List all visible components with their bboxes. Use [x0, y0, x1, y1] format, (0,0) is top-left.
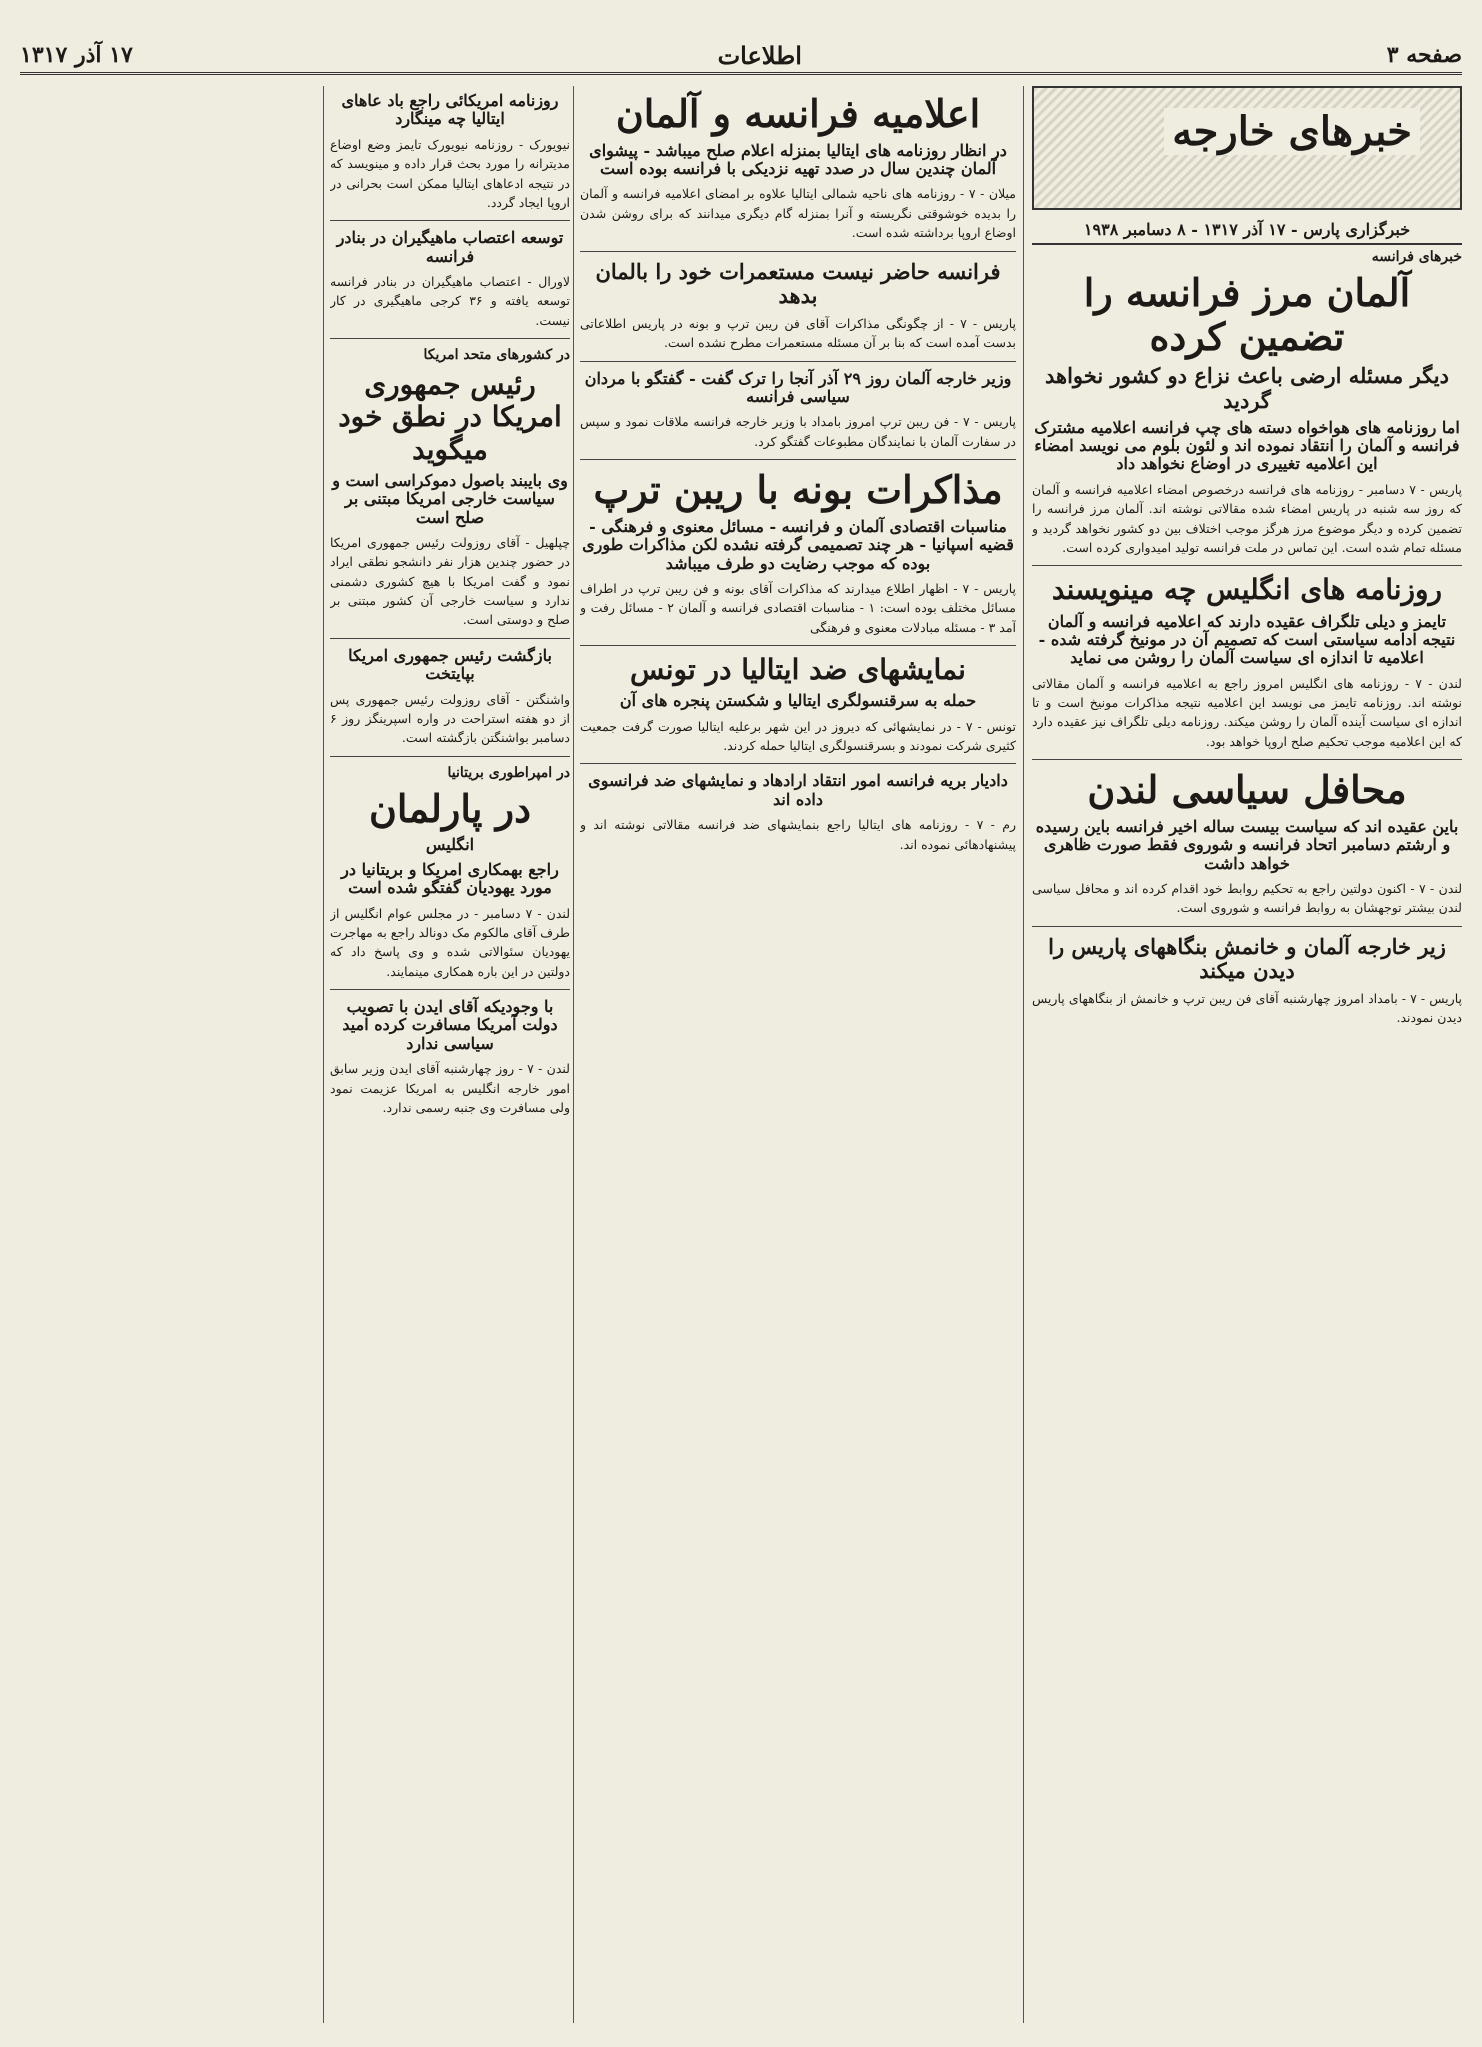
subheadline: تایمز و دیلی تلگراف عقیده دارند که اعلامیه فرانسه و آلمان نتیجه ادامه سیاستی است که تصمیم آن در مونیخ گرفته شده - اعلامیه تا اندازه ای سیاست آلمان را روشن می نماید: [1038, 611, 1456, 668]
article-body: واشنگتن - آقای روزولت رئیس جمهوری پس از دو هفته استراحت در واره اسپرینگز روز ۶ دسامبر بواشنگتن بازگشته است.: [330, 691, 570, 746]
article-body: لندن - ۷ دسامبر - در مجلس عوام انگلیس از طرف آقای مالکوم مک دونالد راجع به مهاجرت یهودیان سئوالاتی شده و وی پاسخ داد که دولتین در این باره همکاری مینمایند.: [330, 905, 570, 979]
divider: [1032, 565, 1462, 566]
headline: در پارلمان: [368, 785, 532, 831]
article-body: پاریس - ۷ - بامداد امروز چهارشنبه آقای فن ریبن ترپ و خانمش از بنگاههای پاریس دیدن نمودند.: [1032, 991, 1462, 1026]
subheadline: راجع بهمکاری امریکا و بریتانیا در مورد یهودیان گفتگو شده است: [341, 859, 559, 898]
headline: زیر خارجه آلمان و خانمش بنگاههای پاریس را دیدن میکند: [1048, 933, 1446, 983]
america-column: [330, 86, 570, 2023]
headline: اعلامیه فرانسه و آلمان: [615, 91, 981, 136]
divider: [330, 220, 570, 221]
divider: [580, 645, 1016, 646]
subheadline: اما روزنامه های هواخواه دسته های چپ فرانسه اعلامیه مشترک فرانسه و آلمان را انتقاد نموده اند و لئون بلوم می نویسد امضاء این اعلامیه تغییری در اوضاع نخواهد داد: [1034, 417, 1460, 474]
article-body: پاریس - ۷ - فن ریبن ترپ امروز بامداد با وزیر خارجه فرانسه ملاقات نمود و سپس در سفارت آلمان با نمایندگان مطبوعات گفتگو کرد.: [580, 414, 1016, 449]
headline: محافل سیاسی لندن: [1087, 767, 1407, 813]
column-rule: [323, 86, 324, 2023]
dateline: خبرگزاری پارس - ۱۷ آذر ۱۳۱۷ - ۸ دسامبر ۱۹۳۸: [1032, 216, 1462, 245]
headline: مذاکرات بونه با ریبن ترپ: [593, 467, 1003, 513]
subheadline: دیگر مسئله ارضی باعث نزاع دو کشور نخواهد گردید: [1045, 363, 1449, 413]
issue-date: ۱۷ آذر ۱۳۱۷: [20, 42, 133, 68]
headline: آلمان مرز فرانسه را تضمین کرده: [1083, 270, 1411, 359]
divider: [580, 361, 1016, 362]
kicker: خبرهای فرانسه: [1371, 249, 1462, 265]
divider: [330, 338, 570, 339]
headline: توسعه اعتصاب ماهیگیران در بنادر فرانسه: [336, 228, 564, 266]
column-rule: [1023, 86, 1024, 2023]
headline: با وجودیکه آقای ایدن با تصویب دولت آمریکا مسافرت کرده امید سیاسی ندارد: [342, 997, 558, 1053]
article-body: پاریس - ۷ - از چگونگی مذاکرات آقای فن ریبن ترپ و بونه در پاریس اطلاعاتی بدست آمده است که بنا بر آن مسئله مستعمرات مطرح نشده است.: [580, 315, 1016, 351]
masthead: [20, 38, 1462, 75]
foreign-news-column: [1032, 86, 1462, 2023]
subheadline: در انظار روزنامه های ایتالیا بمنزله اعلام صلح میباشد - پیشوای آلمان چندین سال در صدد تهیه نزدیکی با فرانسه بوده است: [589, 140, 1007, 179]
divider: [1032, 759, 1462, 760]
divider: [580, 763, 1016, 764]
article-body: لندن - ۷ - اکنون دولتین راجع به تحکیم روابط خود اقدام کرده اند و محافل سیاسی لندن بیشتر توجهشان به روابط فرانسه و شوروی است.: [1032, 881, 1462, 916]
kicker: در امپراطوری بریتانیا: [447, 764, 570, 781]
subheadline: مناسبات اقتصادی آلمان و فرانسه - مسائل معنوی و فرهنگی - قضیه اسپانیا - هر چند تصمیمی گرفته نشده لکن مذاکرات طوری بوده که موجب رضایت دو طرف میباشد: [582, 516, 1014, 573]
headline: رئیس جمهوری امریکا در نطق خود میگوید: [338, 368, 562, 466]
headline: فرانسه حاضر نیست مستعمرات خود را بالمان بدهد: [595, 258, 1001, 308]
divider: [330, 638, 570, 639]
headline: بازگشت رئیس جمهوری امریکا بپایتخت: [348, 645, 552, 684]
headline: روزنامه امریکائی راجع باد عاهای ایتالیا چه مینگارد: [341, 91, 559, 129]
subheadline: حمله به سرقنسولگری ایتالیا و شکستن پنجره های آن: [619, 691, 977, 711]
article-body: لندن - ۷ - روزنامه های انگلیس امروز راجع به اعلامیه فرانسه و آلمان مقالاتی نوشته اند. روزنامه تایمز می نویسد این اعلامیه نتیجه مذاکرات مونیخ است و تا اندازه ای سیاست آینده آلمان را روشن میکند. روزنامه دیلی تلگراف نیز عقیده دارد که این اعلامیه موجب تحکیم صلح اروپا خواهد بود.: [1032, 675, 1462, 749]
headline: دادیار بریه فرانسه امور انتقاد ارادهاد و نمایشهای ضد فرانسوی داده اند: [588, 771, 1008, 809]
article-body: لاورال - اعتصاب ماهیگیران در بنادر فرانسه توسعه یافته و ۳۶ کرجی ماهیگیری در کار نیست.: [330, 274, 570, 328]
divider: [330, 989, 570, 990]
headline: روزنامه های انگلیس چه مینویسند: [1051, 573, 1443, 607]
subheadline: انگلیس: [425, 835, 475, 855]
article-body: میلان - ۷ - روزنامه های ناحیه شمالی ایتالیا علاوه بر امضای اعلامیه فرانسه و آلمان را بدیده خوشوقتی نگریسته و آنرا بمنزله گام دیگری میدانند که برای روشن شدن اوضاع اروپا برداشته شده است.: [580, 186, 1016, 241]
subheadline: باین عقیده اند که سیاست بیست ساله اخیر فرانسه باین رسیده و ارشتم دسامبر اتحاد فرانسه و شوروی فقط صورت ظاهری خواهد داشت: [1035, 816, 1459, 873]
article-body: لندن - ۷ - روز چهارشنبه آقای ایدن وزیر سابق امور خارجه انگلیس به امریکا عزیمت نمود ولی مسافرت وی جنبه رسمی ندارد.: [330, 1061, 570, 1115]
divider: [330, 756, 570, 757]
page-label: صفحه ۳: [1386, 42, 1462, 68]
headline: نمایشهای ضد ایتالیا در تونس: [630, 653, 966, 687]
divider: [580, 251, 1016, 252]
article-body: پاریس - ۷ دسامبر - روزنامه های فرانسه درخصوص امضاء اعلامیه فرانسه و آلمان که روز سه شنبه در پاریس امضاء شده مقالاتی نوشته اند. آلمان مرز فرانسه را تضمین کرده و دیگر موضوع مرز هرگز موجب اختلاف بین دو کشور نخواهد گردید و مسئله تمام شده است. این تماس در ملت فرانسه تولید امیدواری کرده است.: [1032, 481, 1462, 555]
kicker: در کشورهای متحد امریکا: [423, 347, 570, 364]
section-title: خبرهای خارجه: [1164, 108, 1420, 155]
divider: [1032, 926, 1462, 927]
foreign-news-banner: [1032, 86, 1462, 210]
article-body: تونس - ۷ - در نمایشهائی که دیروز در این شهر برعلیه ایتالیا صورت گرفت جمعیت کثیری شرکت نمودند و بسرقنسولگری ایتالیا حمله کردند.: [580, 718, 1016, 754]
column-rule: [573, 86, 574, 2023]
declaration-column: [580, 86, 1016, 2023]
article-body: نیویورک - روزنامه نیویورک تایمز وضع اوضاع مدیترانه را مورد بحث قرار داده و مینویسد که در نتیجه ادعاهای ایتالیا ممکن است بحرانی در اروپا ایجاد گردد.: [330, 136, 570, 210]
article-body: چپلهیل - آقای روزولت رئیس جمهوری امریکا در حضور چندین هزار نفر دانشجو نطقی ایراد نمود و گفت امریکا با هیچ کشوری دشمنی ندارد و سیاست خارجی آن کشور مبتنی بر صلح و دوستی است.: [330, 534, 570, 628]
article-body: رم - ۷ - روزنامه های ایتالیا راجع بنمایشهای ضد فرانسه مقالاتی نوشته اند و پیشنهادهائی نموده اند.: [580, 817, 1016, 852]
subheadline: وی بایبند باصول دموکراسی است و سیاست خارجی امریکا مبتنی بر صلح است: [332, 470, 568, 527]
divider: [580, 459, 1016, 460]
headline: وزیر خارجه آلمان روز ۲۹ آذر آنجا را ترک گفت - گفتگو با مردان سیاسی فرانسه: [584, 368, 1012, 407]
article-body: پاریس - ۷ - اظهار اطلاع میدارند که مذاکرات آقای بونه و فن ریبن ترپ در اطراف مسائل مختلف بوده است: ۱ - مناسبات اقتصادی فرانسه و آلمان ۲ - مسائل رفت و آمد ۳ - مسئله مبادلات معنوی و فرهنگی: [580, 581, 1016, 635]
paper-name: اطلاعات: [717, 40, 802, 70]
